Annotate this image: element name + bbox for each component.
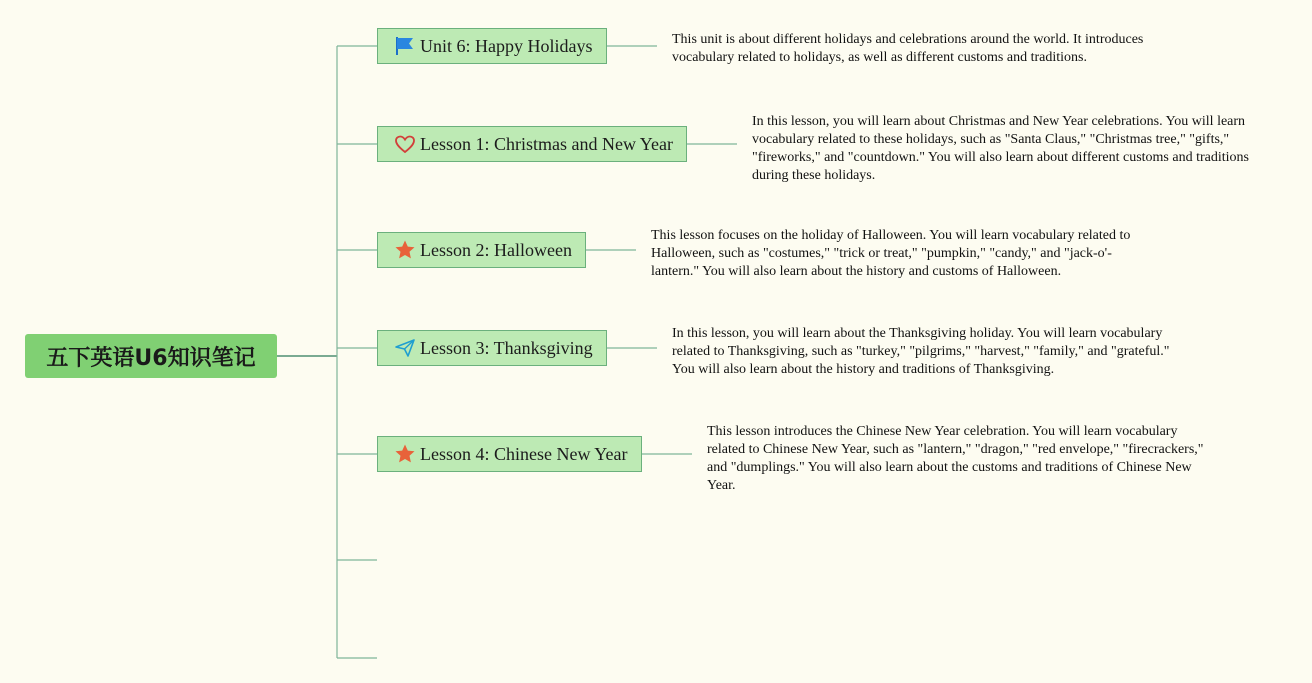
topic-lesson-3[interactable] xyxy=(377,330,607,366)
star-icon xyxy=(394,239,416,261)
topic-label: Lesson 2: Halloween xyxy=(420,239,572,260)
topic-note: This lesson introduces the Chinese New Year celebration. You will learn vocabulary related to Chinese New Year, such as "lantern," "dragon," "red envelope," "firecrackers," and "dumplings." You will also learn about the customs and traditions of Chinese New Year. xyxy=(707,424,1204,493)
root-title: 五下英语U6知识笔记 xyxy=(46,345,256,371)
topic-unit-6[interactable] xyxy=(377,28,607,64)
topic-label: Lesson 4: Chinese New Year xyxy=(420,443,628,464)
topic-lesson-2[interactable] xyxy=(377,232,586,268)
topic-lesson-1[interactable] xyxy=(377,126,687,162)
topic-note: In this lesson, you will learn about Christmas and New Year celebrations. You will learn vocabulary related to these holidays, such as "Santa Claus," "Christmas tree," "gifts," "fireworks," and "countdown." You will also learn about different customs and traditions during these holidays. xyxy=(752,114,1249,183)
root-topic[interactable] xyxy=(25,334,277,378)
paper-plane-icon xyxy=(394,337,416,359)
star-icon xyxy=(394,443,416,465)
topic-note: In this lesson, you will learn about the Thanksgiving holiday. You will learn vocabulary related to Thanksgiving, such as "turkey," "pilgrims," "harvest," "family," and "grateful." You will also learn about the history and traditions of Thanksgiving. xyxy=(672,326,1170,377)
flag-icon xyxy=(394,35,416,57)
topic-note: This lesson focuses on the holiday of Halloween. You will learn vocabulary related to Halloween, such as "costumes," "trick or treat," "pumpkin," "candy," and "jack-o'-lantern." You will also learn about the history and customs of Halloween. xyxy=(651,228,1131,279)
topic-label: Lesson 3: Thanksgiving xyxy=(420,337,593,358)
heart-icon xyxy=(394,133,416,155)
topic-lesson-4[interactable] xyxy=(377,436,642,472)
topic-label: Unit 6: Happy Holidays xyxy=(420,35,593,56)
topic-note: This unit is about different holidays and celebrations around the world. It introduces vocabulary related to holidays, as well as different customs and traditions. xyxy=(672,32,1144,65)
topic-label: Lesson 1: Christmas and New Year xyxy=(420,133,673,154)
